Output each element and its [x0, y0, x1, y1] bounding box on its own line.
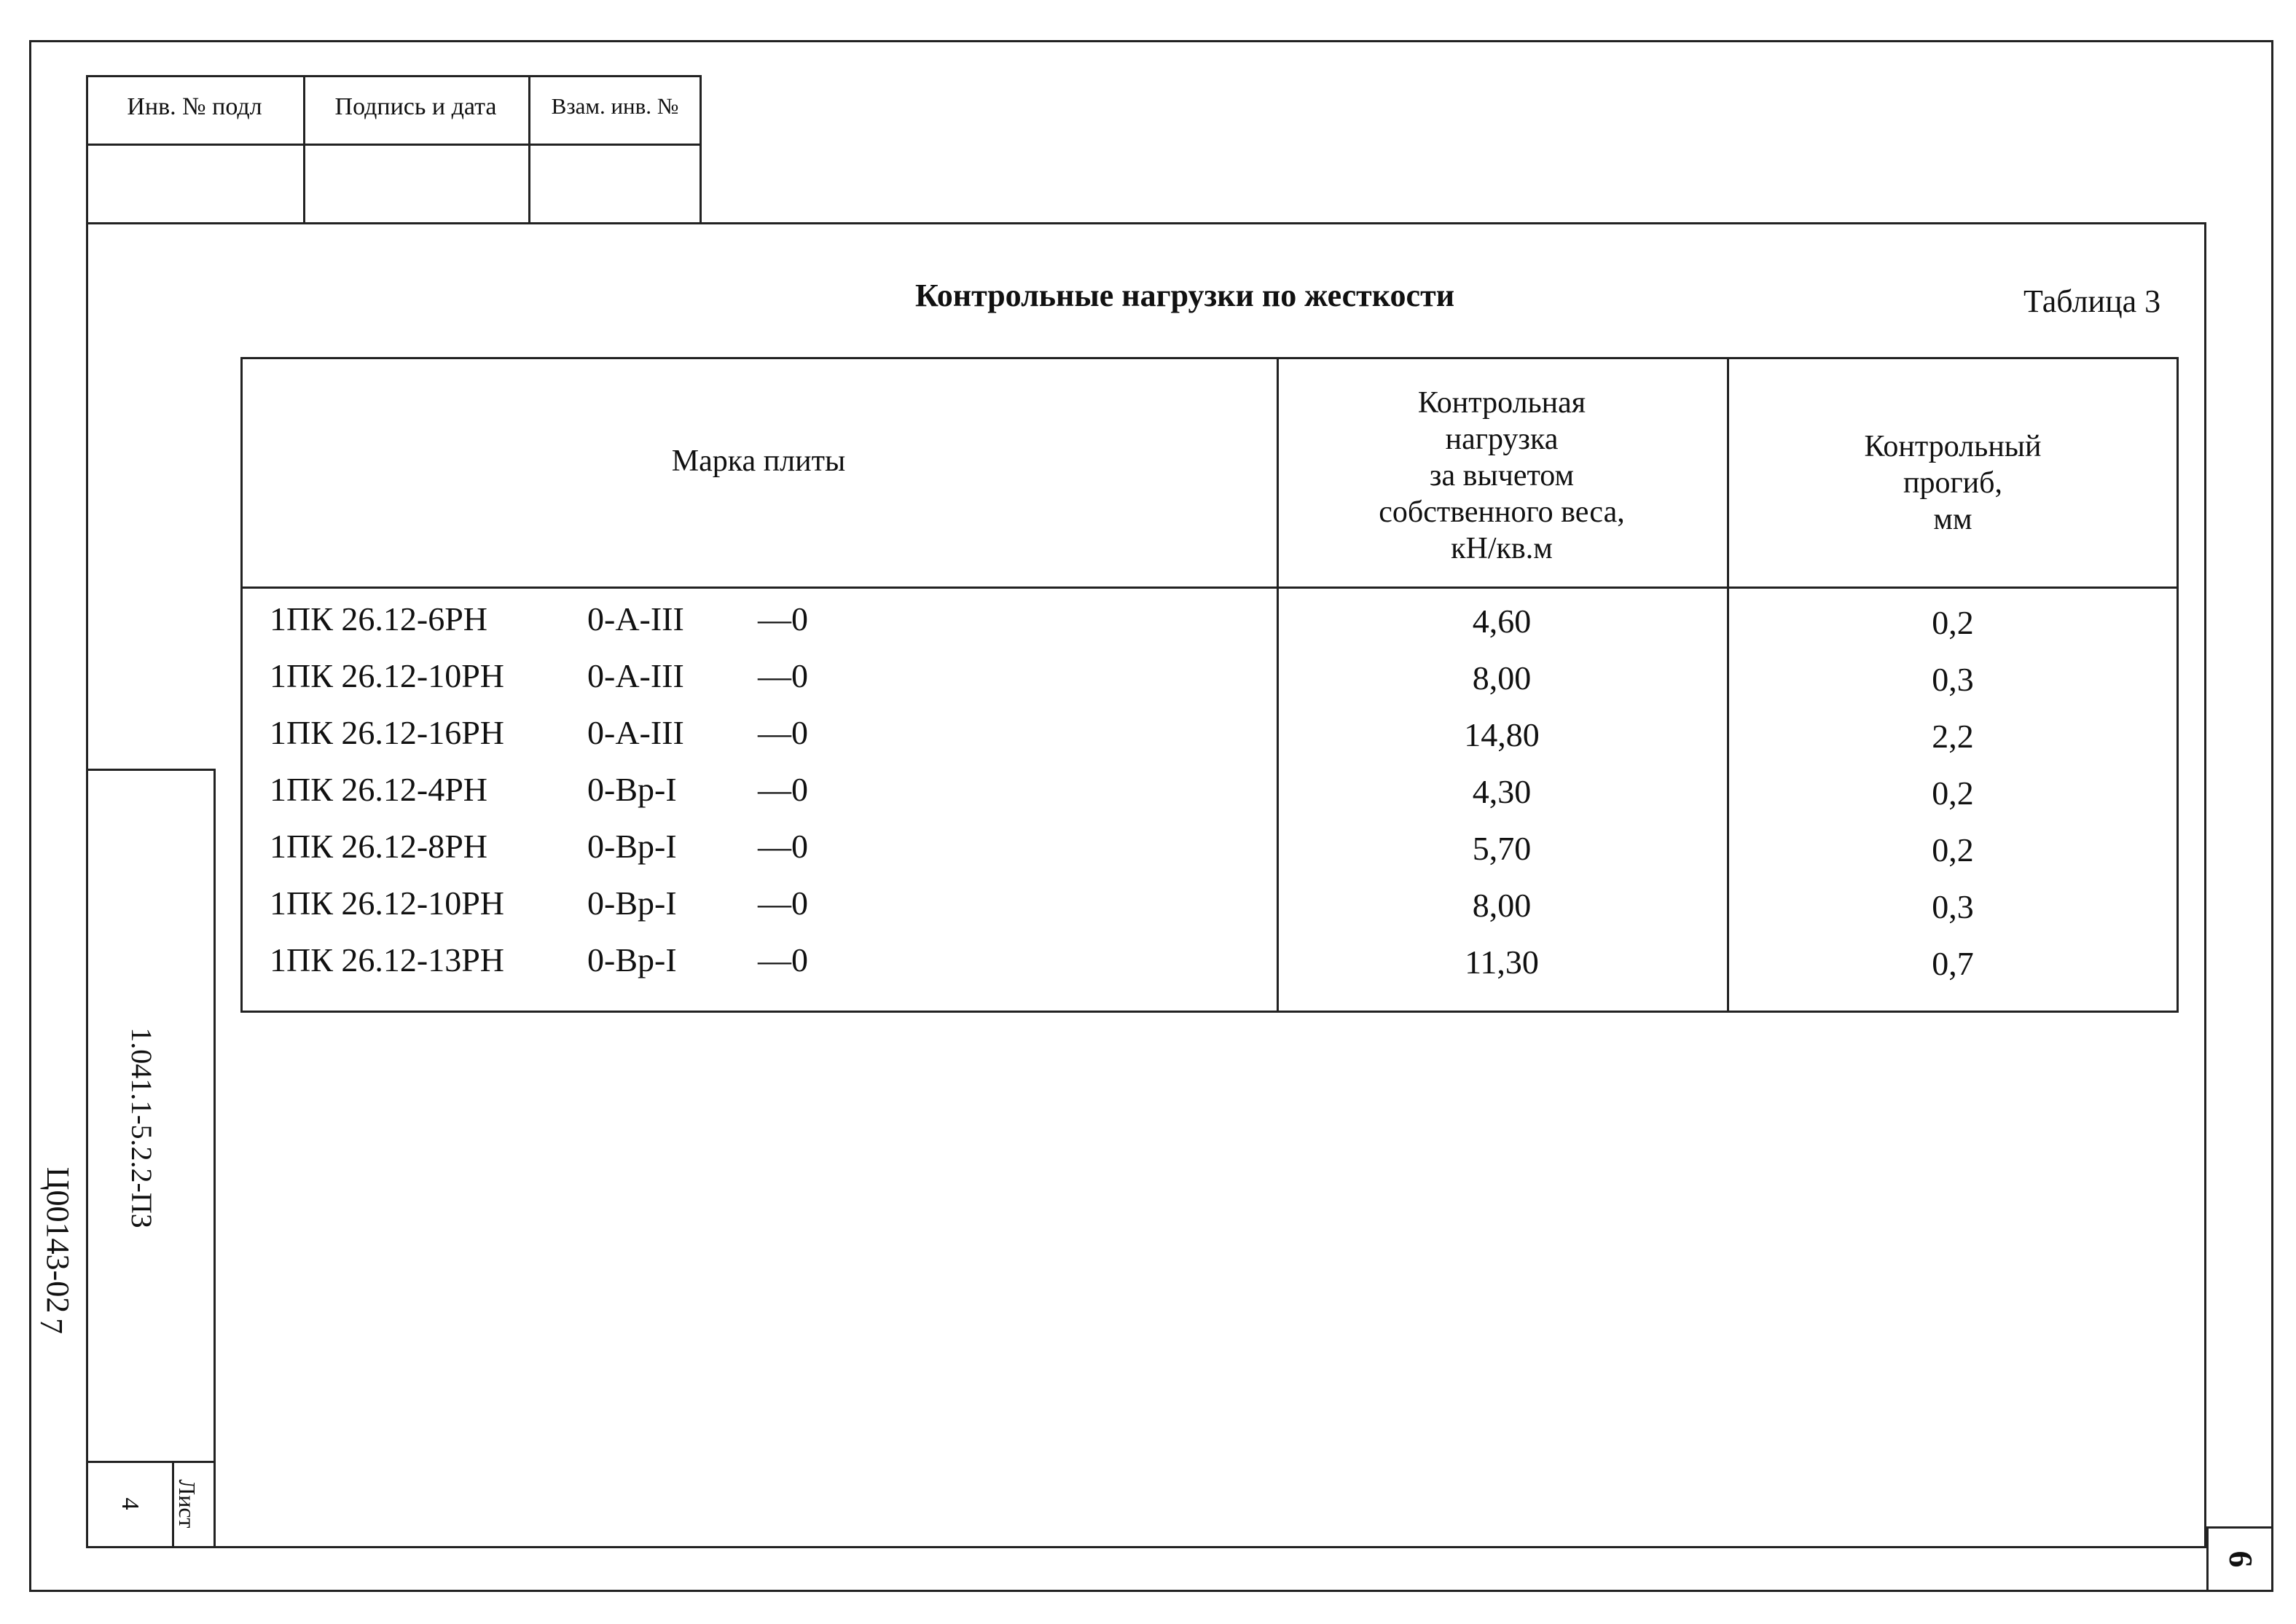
- cell-suffix: —0: [758, 884, 808, 922]
- sheet-number: 4: [117, 1497, 144, 1510]
- cell-load: 4,60: [1472, 603, 1532, 640]
- cell-deflection: 0,2: [1932, 774, 1974, 812]
- cell-steel: 0-А-III: [587, 657, 684, 694]
- column-header-load: Контрольная нагрузка за вычетом собственного веса, кН/кв.м: [1379, 386, 1625, 565]
- page-title: Контрольные нагрузки по жесткости: [915, 278, 1455, 313]
- cell-load: 14,80: [1464, 716, 1540, 753]
- cell-suffix: —0: [758, 941, 808, 978]
- table-number: Таблица 3: [2023, 283, 2161, 319]
- cell-deflection: 0,2: [1932, 831, 1974, 868]
- stamp-divider: [86, 144, 702, 146]
- column-header-deflection: Контрольный прогиб, мм: [1864, 430, 2042, 536]
- cell-load: 4,30: [1472, 773, 1532, 810]
- column-header-mark: Марка плиты: [671, 444, 846, 478]
- cell-steel: 0-Вр-I: [587, 884, 677, 922]
- cell-deflection: 0,7: [1932, 945, 1974, 982]
- cell-mark: 1ПК 26.12-13РН: [270, 941, 505, 978]
- cell-steel: 0-А-III: [587, 714, 684, 751]
- cell-load: 8,00: [1472, 887, 1532, 924]
- sheet-label: Лист: [174, 1479, 200, 1529]
- cell-suffix: —0: [758, 828, 808, 865]
- cell-steel: 0-Вр-I: [587, 771, 677, 808]
- side-block-divider: [86, 1461, 216, 1463]
- cell-mark: 1ПК 26.12-10РН: [270, 657, 505, 694]
- cell-deflection: 2,2: [1932, 718, 1974, 755]
- stamp-header-replaced: Взам. инв. №: [551, 93, 679, 119]
- cell-suffix: —0: [758, 714, 808, 751]
- cell-mark: 1ПК 26.12-16РН: [270, 714, 505, 751]
- table-header-divider: [240, 587, 2179, 589]
- cell-steel: 0-Вр-I: [587, 828, 677, 865]
- cell-mark: 1ПК 26.12-6РН: [270, 600, 488, 638]
- cell-deflection: 0,2: [1932, 604, 1974, 641]
- cell-load: 5,70: [1472, 830, 1532, 867]
- stamp-header-signature: Подпись и дата: [334, 93, 497, 120]
- cell-mark: 1ПК 26.12-4РН: [270, 771, 488, 808]
- archive-sheet: 7: [34, 1318, 69, 1334]
- cell-steel: 0-Вр-I: [587, 941, 677, 978]
- cell-deflection: 0,3: [1932, 661, 1974, 698]
- cell-deflection: 0,3: [1932, 888, 1974, 925]
- page-number: 6: [2222, 1550, 2260, 1568]
- cell-load: 8,00: [1472, 659, 1532, 697]
- cell-suffix: —0: [758, 771, 808, 808]
- cell-suffix: —0: [758, 657, 808, 694]
- cell-load: 11,30: [1465, 944, 1539, 981]
- archive-code: Ц00143-02: [40, 1166, 76, 1314]
- doc-code: 1.041.1-5.2.2-ПЗ: [125, 1027, 158, 1228]
- cell-steel: 0-А-III: [587, 600, 684, 638]
- cell-mark: 1ПК 26.12-8РН: [270, 828, 488, 865]
- stamp-header-inv: Инв. № подл: [127, 93, 262, 120]
- cell-suffix: —0: [758, 600, 808, 638]
- cell-mark: 1ПК 26.12-10РН: [270, 884, 505, 922]
